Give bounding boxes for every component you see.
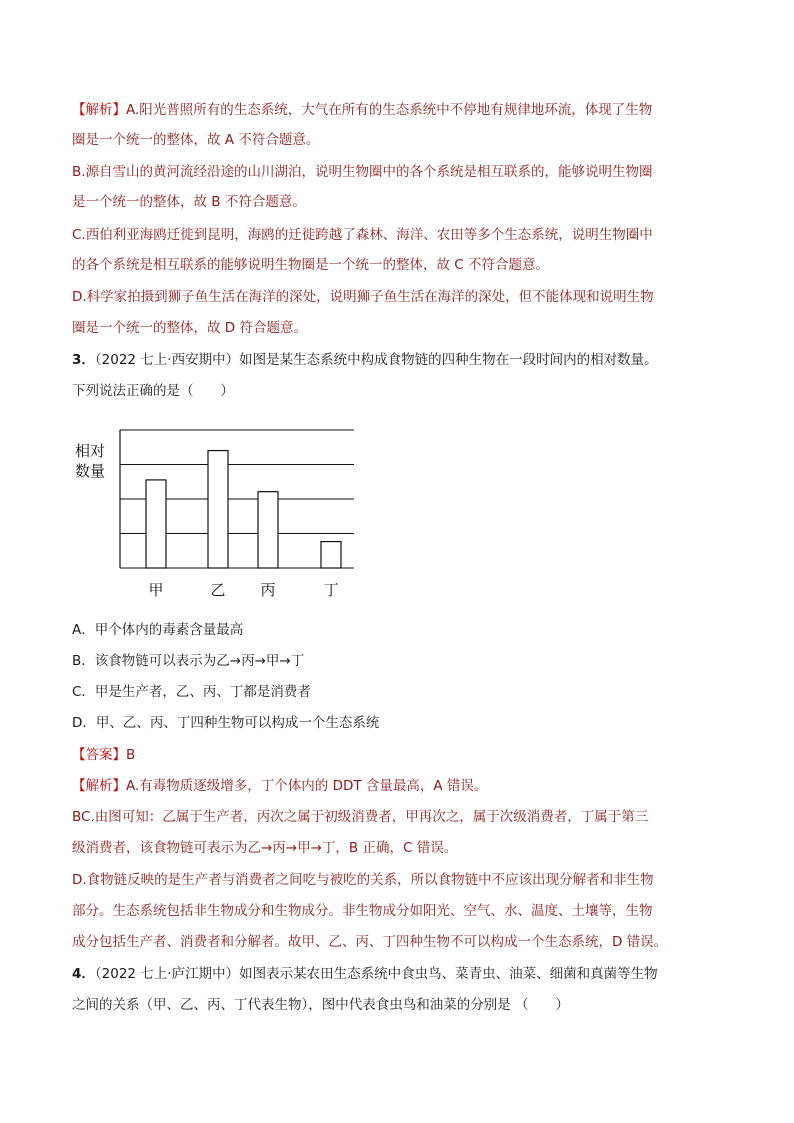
q3-option-d: D．甲、乙、丙、丁四种生物可以构成一个生态系统: [72, 715, 380, 731]
q4-stem-line2: 之间的关系（甲、乙、丙、丁代表生物），图中代表食虫鸟和油菜的分别是 （ ）: [72, 997, 570, 1013]
q3-answer: [72, 745, 722, 765]
q3-analysis-bc-line1: BC.由图可知：乙属于生产者，丙次之属于初级消费者，甲再次之，属于次级消费者，丁属于第三: [72, 809, 649, 825]
q2-analysis-d-line2: 圈是一个统一的整体，故 D 符合题意。: [72, 320, 307, 336]
q2-analysis-a-line2: 圈是一个统一的整体，故 A 不符合题意。: [72, 132, 320, 148]
y-axis-label-line1: 相对: [75, 442, 106, 460]
q4-source: （2022 七上·庐江期中）: [94, 966, 240, 982]
q3-analysis-d-line2: 部分。生态系统包括非生物成分和生物成分。非生物成分如阳光、空气、水、温度、土壤等，生物: [72, 903, 653, 919]
x-tick-label: 丙: [260, 581, 276, 599]
bar-3: [258, 492, 278, 568]
q2-analysis-c-line1: C.西伯利亚海鸥迁徙到昆明，海鸥的迁徙跨越了森林、海洋、农田等多个生态系统，说明生物圈中: [72, 227, 653, 243]
q2-analysis-b-line2: 是一个统一的整体，故 B 不符合题意。: [72, 194, 306, 210]
relative-quantity-chart: [72, 425, 362, 605]
chart-bars: [146, 451, 341, 568]
q3-option-a: A．甲个体内的毒素含量最高: [72, 622, 244, 638]
bar-chart-svg: [72, 425, 362, 605]
q3-option-c: C．甲是生产者，乙、丙、丁都是消费者: [72, 684, 311, 700]
q4-number: 4．: [72, 966, 95, 982]
x-tick-label: 乙: [210, 581, 226, 599]
answer-value: B: [126, 747, 136, 763]
q3-stem-line1: 3．（2022 七上·西安期中）如图是某生态系统中构成食物链的四种生物在一段时间内的相对数量。: [72, 352, 658, 368]
analysis-tag: 【解析】: [72, 778, 126, 794]
q3-number: 3．: [72, 352, 95, 368]
q2-analysis-d-line1: D.科学家拍摄到狮子鱼生活在海洋的深处，说明狮子鱼生活在海洋的深处，但不能体现和说明生物: [72, 289, 654, 305]
bar-4: [321, 542, 341, 568]
q2-analysis-b-line1: B.源自雪山的黄河流经沿途的山川湖泊，说明生物圈中的各个系统是相互联系的，能够说明生物圈: [72, 164, 653, 180]
q3-analysis-d-line3: 成分包括生产者、消费者和分解者。故甲、乙、丙、丁四种生物不可以构成一个生态系统，D 错误。: [72, 934, 668, 950]
analysis-tag: 【解析】: [72, 102, 126, 118]
q3-source: （2022 七上·西安期中）: [94, 352, 240, 368]
q2-analysis-c-line2: 的各个系统是相互联系的能够说明生物圈是一个统一的整体，故 C 不符合题意。: [72, 257, 550, 273]
answer-tag: 【答案】: [72, 747, 126, 763]
bar-1: [146, 480, 166, 568]
q3-option-b: B．该食物链可以表示为乙→丙→甲→丁: [72, 653, 305, 669]
bar-2: [208, 451, 228, 568]
x-tick-label: 丁: [323, 581, 339, 599]
q3-stem-line2: 下列说法正确的是（ ）: [72, 383, 234, 399]
q3-analysis-bc-line2: 级消费者，该食物链可表示为乙→丙→甲→丁，B 正确，C 错误。: [72, 840, 458, 856]
x-tick-label: 甲: [148, 581, 164, 599]
q4-stem-line1: 4．（2022 七上·庐江期中）如图表示某农田生态系统中食虫鸟、菜青虫、油菜、细菌和真菌等生物: [72, 966, 658, 982]
q3-analysis-a: 【解析】A.有毒物质逐级增多，丁个体内的 DDT 含量最高，A 错误。: [72, 778, 488, 794]
y-axis-label-line2: 数量: [75, 462, 106, 480]
q3-analysis-d-line1: D.食物链反映的是生产者与消费者之间吃与被吃的关系，所以食物链中不应该出现分解者和非生物: [72, 872, 654, 888]
q2-analysis-a-line1: 【解析】A.阳光普照所有的生态系统，大气在所有的生态系统中不停地有规律地环流，体现了生物: [72, 102, 653, 118]
chart-x-labels: [148, 581, 338, 599]
